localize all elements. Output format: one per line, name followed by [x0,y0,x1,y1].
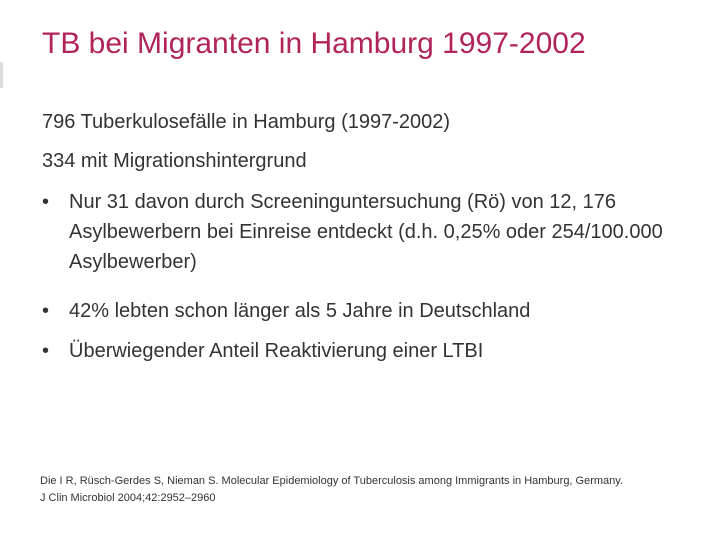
paragraph-migration-background: 334 mit Migrationshintergrund [42,150,307,172]
reference-line-authors: Die I R, Rüsch-Gerdes S, Nieman S. Molecular Epidemiology of Tuberculosis among Immigrants in Hamburg, Germany. [40,475,624,487]
reference-line-journal: J Clin Microbiol 2004;42:2952–2960 [40,492,216,504]
bullet-icon: • [42,340,50,362]
bullet-text: Nur 31 davon durch Screeninguntersuchung (Rö) von 12, 176 Asylbewerbern bei Einreise entdeckt (d.h. 0,25% oder 254/100.000 Asylbewerber) [69,191,663,273]
bullet-text: 42% lebten schon länger als 5 Jahre in Deutschland [69,300,531,322]
bullet-text: Überwiegender Anteil Reaktivierung einer LTBI [69,340,484,362]
slide-edge-marker [0,62,3,88]
bullet-item-residence [42,296,682,326]
paragraph-case-count: 796 Tuberkulosefälle in Hamburg (1997-2002) [42,111,451,133]
bullet-icon: • [42,191,50,213]
reference-citation [40,473,700,507]
bullet-icon: • [42,300,50,322]
bullet-item-screening [42,187,682,277]
slide-title: TB bei Migranten in Hamburg 1997-2002 [42,27,586,60]
bullet-item-reactivation [42,336,682,366]
